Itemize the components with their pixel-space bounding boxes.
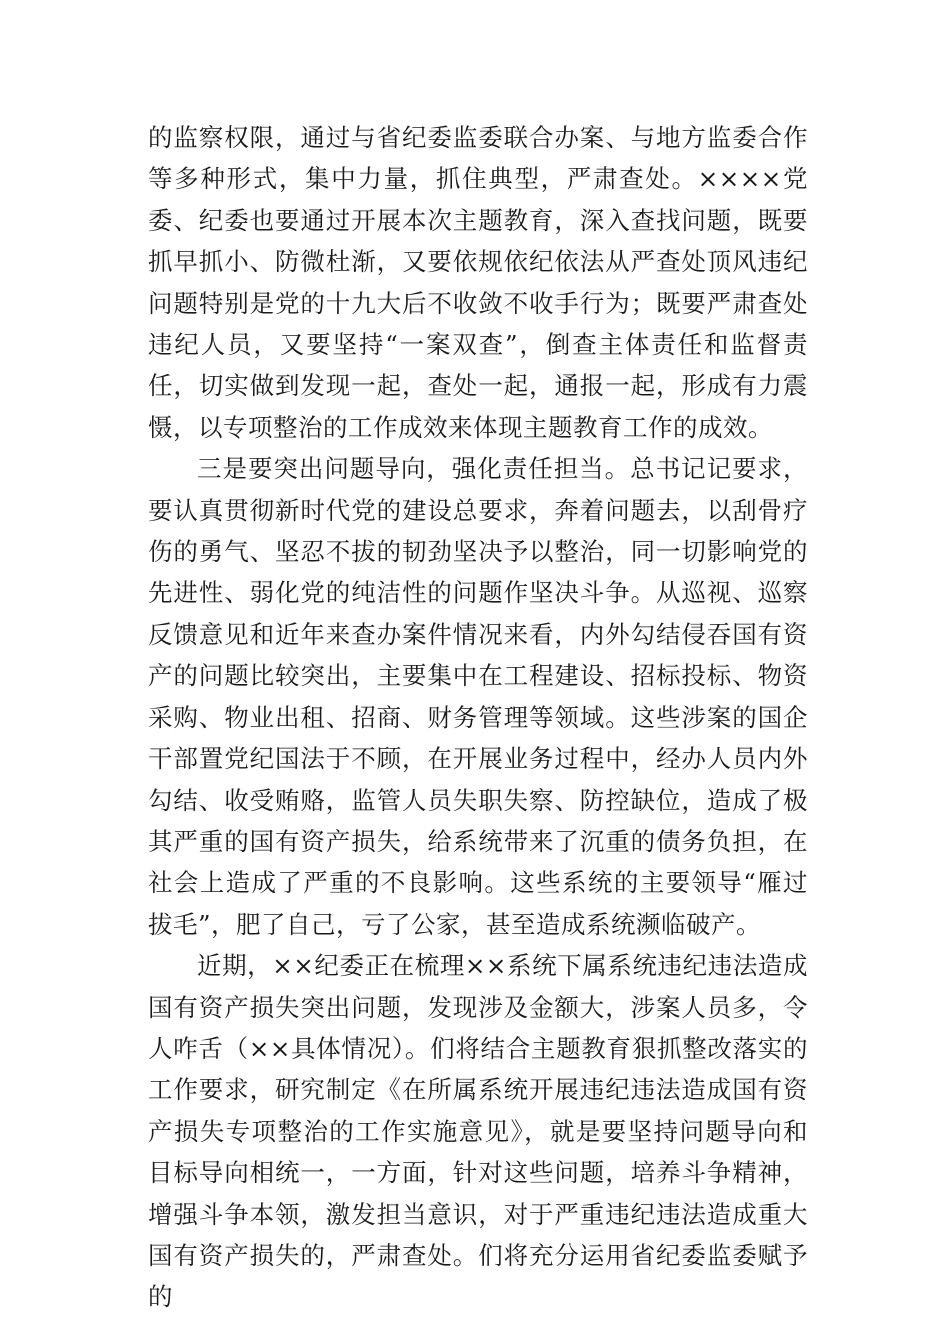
paragraph-continuation: 的监察权限，通过与省纪委监委联合办案、与地方监委合作等多种形式，集中力量，抓住典型，严肃查处。××××党委、纪委也要通过开展本次主题教育，深入查找问题，既要抓早抓小、防微杜渐，又要依规依纪依法从严查处顶风违纪问题特别是党的十九大后不收敛不收手行为；既要严肃查处违纪人员，又要坚持“一案双查”，倒查主体责任和监督责任，切实做到发现一起，查处一起，通报一起，形成有力震慑，以专项整治的工作成效来体现主题教育工作的成效。 bbox=[148, 123, 808, 442]
paragraph-recent-work: 近期，××纪委正在梳理××系统下属系统违纪违法造成国有资产损失突出问题，发现涉及金额大，涉案人员多，令人咋舌（××具体情况）。们将结合主题教育狠抓整改落实的工作要求，研究制定《在所属系统开展违纪违法造成国有资产损失专项整治的工作实施意见》，就是要坚持问题导向和目标导向相统一，一方面，针对这些问题，培养斗争精神，增强斗争本领，激发担当意识，对于严重违纪违法造成重大国有资产损失的，严肃查处。们将充分运用省纪委监委赋予的 bbox=[148, 951, 808, 1312]
paragraph-problem-orientation: 三是要突出问题导向，强化责任担当。总书记记要求，要认真贯彻新时代党的建设总要求，奔着问题去，以刮骨疗伤的勇气、坚忍不拔的韧劲坚决予以整治，同一切影响党的先进性、弱化党的纯洁性的问题作坚决斗争。从巡视、巡察反馈意见和近年来查办案件情况来看，内外勾结侵吞国有资产的问题比较突出，主要集中在工程建设、招标投标、物资采购、物业出租、招商、财务管理等领域。这些涉案的国企干部置党纪国法于不顾，在开展业务过程中，经办人员内外勾结、收受贿赂，监管人员失职失察、防控缺位，造成了极其严重的国有资产损失，给系统带来了沉重的债务负担，在社会上造成了严重的不良影响。这些系统的主要领导“雁过拔毛”，肥了自己，亏了公家，甚至造成系统濒临破产。 bbox=[148, 454, 808, 939]
document-body bbox=[148, 117, 808, 1318]
